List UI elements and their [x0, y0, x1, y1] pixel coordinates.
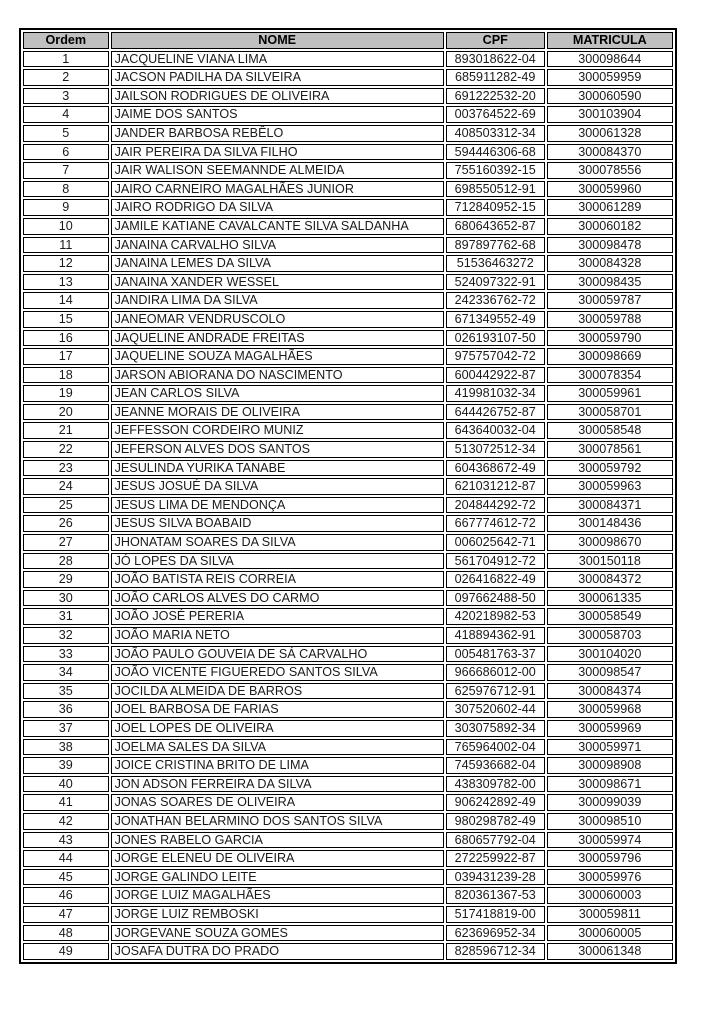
cell-matricula: 300098671 [547, 776, 673, 793]
table-row [23, 69, 673, 86]
cell-matricula: 300059811 [547, 906, 673, 923]
cell-matricula: 300058549 [547, 608, 673, 625]
cell-cpf: 006025642-71 [446, 534, 545, 551]
cell-nome: JESUS JOSUÉ DA SILVA [111, 478, 444, 495]
cell-cpf: 604368672-49 [446, 460, 545, 477]
cell-ordem: 31 [23, 608, 109, 625]
cell-cpf: 005481763-37 [446, 646, 545, 663]
cell-ordem: 33 [23, 646, 109, 663]
cell-cpf: 621031212-87 [446, 478, 545, 495]
cell-cpf: 893018622-04 [446, 51, 545, 68]
cell-ordem: 48 [23, 925, 109, 942]
cell-matricula: 300148436 [547, 515, 673, 532]
cell-cpf: 745936682-04 [446, 757, 545, 774]
cell-nome: JOEL BARBOSA DE FARIAS [111, 701, 444, 718]
table-row [23, 720, 673, 737]
table-row [23, 739, 673, 756]
cell-matricula: 300098478 [547, 237, 673, 254]
cell-ordem: 38 [23, 739, 109, 756]
cell-cpf: 755160392-15 [446, 162, 545, 179]
cell-ordem: 1 [23, 51, 109, 68]
cell-cpf: 897897762-68 [446, 237, 545, 254]
cell-ordem: 28 [23, 553, 109, 570]
table-row [23, 925, 673, 942]
cell-matricula: 300098644 [547, 51, 673, 68]
table-row [23, 422, 673, 439]
cell-ordem: 35 [23, 683, 109, 700]
cell-ordem: 13 [23, 274, 109, 291]
cell-cpf: 691222532-20 [446, 88, 545, 105]
table-row [23, 627, 673, 644]
cell-matricula: 300059974 [547, 832, 673, 849]
cell-matricula: 300078354 [547, 367, 673, 384]
cell-ordem: 47 [23, 906, 109, 923]
table-row [23, 664, 673, 681]
cell-ordem: 5 [23, 125, 109, 142]
table-row [23, 367, 673, 384]
cell-matricula: 300098670 [547, 534, 673, 551]
cell-nome: JOÃO MARIA NETO [111, 627, 444, 644]
cell-nome: JOCILDA ALMEIDA DE BARROS [111, 683, 444, 700]
cell-nome: JOÃO JOSÉ PERERIA [111, 608, 444, 625]
cell-ordem: 7 [23, 162, 109, 179]
cell-nome: JORGE GALINDO LEITE [111, 869, 444, 886]
cell-ordem: 44 [23, 850, 109, 867]
cell-cpf: 623696952-34 [446, 925, 545, 942]
cell-matricula: 300084328 [547, 255, 673, 272]
cell-nome: JANAINA LEMES DA SILVA [111, 255, 444, 272]
cell-nome: JEANNE MORAIS DE OLIVEIRA [111, 404, 444, 421]
table-header [23, 32, 673, 49]
cell-cpf: 625976712-91 [446, 683, 545, 700]
cell-cpf: 303075892-34 [446, 720, 545, 737]
cell-ordem: 30 [23, 590, 109, 607]
cell-ordem: 14 [23, 292, 109, 309]
cell-ordem: 46 [23, 887, 109, 904]
cell-nome: JEFERSON ALVES DOS SANTOS [111, 441, 444, 458]
table-row [23, 162, 673, 179]
cell-matricula: 300059788 [547, 311, 673, 328]
cell-ordem: 21 [23, 422, 109, 439]
table-row [23, 943, 673, 960]
cell-ordem: 27 [23, 534, 109, 551]
cell-ordem: 43 [23, 832, 109, 849]
cell-matricula: 300098510 [547, 813, 673, 830]
cell-ordem: 34 [23, 664, 109, 681]
cell-cpf: 097662488-50 [446, 590, 545, 607]
table-row [23, 218, 673, 235]
table-row [23, 794, 673, 811]
cell-cpf: 594446306-68 [446, 144, 545, 161]
cell-cpf: 966686012-00 [446, 664, 545, 681]
cell-nome: JAIR PEREIRA DA SILVA FILHO [111, 144, 444, 161]
cell-ordem: 3 [23, 88, 109, 105]
cell-ordem: 16 [23, 330, 109, 347]
table-row [23, 199, 673, 216]
cell-nome: JAMILE KATIANE CAVALCANTE SILVA SALDANHA [111, 218, 444, 235]
table-row [23, 701, 673, 718]
cell-matricula: 300059968 [547, 701, 673, 718]
cell-cpf: 712840952-15 [446, 199, 545, 216]
table-row [23, 850, 673, 867]
table-row [23, 88, 673, 105]
table-row [23, 776, 673, 793]
table-row [23, 125, 673, 142]
cell-cpf: 204844292-72 [446, 497, 545, 514]
table-row [23, 869, 673, 886]
cell-cpf: 51536463272 [446, 255, 545, 272]
table-row [23, 274, 673, 291]
table-row [23, 255, 673, 272]
table-row [23, 478, 673, 495]
cell-nome: JANDER BARBOSA REBÊLO [111, 125, 444, 142]
cell-ordem: 2 [23, 69, 109, 86]
table-row [23, 292, 673, 309]
cell-cpf: 242336762-72 [446, 292, 545, 309]
cell-matricula: 300061348 [547, 943, 673, 960]
table-row [23, 646, 673, 663]
cell-matricula: 300104020 [547, 646, 673, 663]
table-row [23, 348, 673, 365]
cell-nome: JOSAFA DUTRA DO PRADO [111, 943, 444, 960]
cell-ordem: 49 [23, 943, 109, 960]
cell-cpf: 643640032-04 [446, 422, 545, 439]
cell-nome: JHONATAM SOARES DA SILVA [111, 534, 444, 551]
cell-nome: JORGE LUIZ REMBOSKI [111, 906, 444, 923]
table-row [23, 553, 673, 570]
cell-cpf: 680643652-87 [446, 218, 545, 235]
table-row [23, 571, 673, 588]
cell-matricula: 300059976 [547, 869, 673, 886]
cell-nome: JAILSON RODRIGUES DE OLIVEIRA [111, 88, 444, 105]
cell-nome: JACQUELINE VIANA LIMA [111, 51, 444, 68]
table-row [23, 515, 673, 532]
cell-ordem: 45 [23, 869, 109, 886]
cell-ordem: 11 [23, 237, 109, 254]
cell-matricula: 300059796 [547, 850, 673, 867]
cell-cpf: 685911282-49 [446, 69, 545, 86]
table-row [23, 144, 673, 161]
cell-nome: JONES RABELO GARCIA [111, 832, 444, 849]
cell-cpf: 438309782-00 [446, 776, 545, 793]
cell-ordem: 18 [23, 367, 109, 384]
cell-cpf: 820361367-53 [446, 887, 545, 904]
cell-cpf: 307520602-44 [446, 701, 545, 718]
table-row [23, 497, 673, 514]
cell-matricula: 300098435 [547, 274, 673, 291]
cell-ordem: 22 [23, 441, 109, 458]
cell-cpf: 600442922-87 [446, 367, 545, 384]
table-body [23, 51, 673, 960]
employee-roster-table [19, 28, 677, 964]
cell-nome: JAIR WALISON SEEMANNDE ALMEIDA [111, 162, 444, 179]
table-row [23, 590, 673, 607]
cell-nome: JORGE ELENEU DE OLIVEIRA [111, 850, 444, 867]
cell-ordem: 19 [23, 385, 109, 402]
header-row [23, 32, 673, 49]
cell-matricula: 300059959 [547, 69, 673, 86]
cell-ordem: 37 [23, 720, 109, 737]
cell-ordem: 25 [23, 497, 109, 514]
table-row [23, 181, 673, 198]
cell-ordem: 12 [23, 255, 109, 272]
cell-nome: JAIRO RODRIGO DA SILVA [111, 199, 444, 216]
table-row [23, 385, 673, 402]
cell-cpf: 420218982-53 [446, 608, 545, 625]
cell-ordem: 15 [23, 311, 109, 328]
cell-nome: JOICE CRISTINA BRITO DE LIMA [111, 757, 444, 774]
cell-cpf: 003764522-69 [446, 106, 545, 123]
cell-matricula: 300098908 [547, 757, 673, 774]
cell-matricula: 300061289 [547, 199, 673, 216]
cell-nome: JON ADSON FERREIRA DA SILVA [111, 776, 444, 793]
cell-nome: JORGEVANE SOUZA GOMES [111, 925, 444, 942]
cell-matricula: 300098547 [547, 664, 673, 681]
table-row [23, 460, 673, 477]
cell-ordem: 4 [23, 106, 109, 123]
cell-nome: JOELMA SALES DA SILVA [111, 739, 444, 756]
cell-matricula: 300059963 [547, 478, 673, 495]
cell-cpf: 039431239-28 [446, 869, 545, 886]
cell-cpf: 906242892-49 [446, 794, 545, 811]
cell-matricula: 300084372 [547, 571, 673, 588]
cell-nome: JAIRO CARNEIRO MAGALHÃES JUNIOR [111, 181, 444, 198]
cell-matricula: 300059971 [547, 739, 673, 756]
table-row [23, 813, 673, 830]
table-row [23, 404, 673, 421]
cell-nome: JONATHAN BELARMINO DOS SANTOS SILVA [111, 813, 444, 830]
table-row [23, 51, 673, 68]
cell-nome: JOÃO PAULO GOUVEIA DE SÁ CARVALHO [111, 646, 444, 663]
cell-ordem: 32 [23, 627, 109, 644]
cell-ordem: 39 [23, 757, 109, 774]
cell-cpf: 644426752-87 [446, 404, 545, 421]
cell-ordem: 8 [23, 181, 109, 198]
cell-cpf: 517418819-00 [446, 906, 545, 923]
cell-ordem: 42 [23, 813, 109, 830]
cell-nome: JONAS SOARES DE OLIVEIRA [111, 794, 444, 811]
cell-matricula: 300059792 [547, 460, 673, 477]
cell-cpf: 561704912-72 [446, 553, 545, 570]
table-row [23, 330, 673, 347]
table-row [23, 906, 673, 923]
cell-nome: JORGE LUIZ MAGALHÃES [111, 887, 444, 904]
cell-matricula: 300084374 [547, 683, 673, 700]
column-header-matricula: MATRICULA [547, 32, 673, 49]
cell-cpf: 419981032-34 [446, 385, 545, 402]
cell-matricula: 300060005 [547, 925, 673, 942]
cell-ordem: 10 [23, 218, 109, 235]
cell-ordem: 26 [23, 515, 109, 532]
cell-matricula: 300059790 [547, 330, 673, 347]
cell-ordem: 29 [23, 571, 109, 588]
cell-cpf: 680657792-04 [446, 832, 545, 849]
cell-nome: JACSON PADILHA DA SILVEIRA [111, 69, 444, 86]
cell-nome: JEAN CARLOS SILVA [111, 385, 444, 402]
cell-nome: JANDIRA LIMA DA SILVA [111, 292, 444, 309]
cell-nome: JOÃO BATISTA REIS CORREIA [111, 571, 444, 588]
cell-matricula: 300084370 [547, 144, 673, 161]
table-row [23, 832, 673, 849]
cell-cpf: 828596712-34 [446, 943, 545, 960]
column-header-nome: NOME [111, 32, 444, 49]
cell-nome: JESUS LIMA DE MENDONÇA [111, 497, 444, 514]
cell-nome: JOÃO VICENTE FIGUEREDO SANTOS SILVA [111, 664, 444, 681]
cell-matricula: 300098669 [547, 348, 673, 365]
cell-matricula: 300150118 [547, 553, 673, 570]
cell-cpf: 698550512-91 [446, 181, 545, 198]
cell-matricula: 300059960 [547, 181, 673, 198]
column-header-ordem: Ordem [23, 32, 109, 49]
table-row [23, 534, 673, 551]
cell-nome: JAIME DOS SANTOS [111, 106, 444, 123]
cell-matricula: 300059961 [547, 385, 673, 402]
cell-nome: JAQUELINE ANDRADE FREITAS [111, 330, 444, 347]
cell-ordem: 20 [23, 404, 109, 421]
cell-nome: JÓ LOPES DA SILVA [111, 553, 444, 570]
cell-matricula: 300103904 [547, 106, 673, 123]
cell-cpf: 026193107-50 [446, 330, 545, 347]
table-row [23, 311, 673, 328]
table-row [23, 887, 673, 904]
cell-cpf: 272259922-87 [446, 850, 545, 867]
cell-nome: JANAINA XANDER WESSEL [111, 274, 444, 291]
cell-cpf: 408503312-34 [446, 125, 545, 142]
cell-nome: JOÃO CARLOS ALVES DO CARMO [111, 590, 444, 607]
cell-cpf: 975757042-72 [446, 348, 545, 365]
cell-nome: JARSON ABIORANA DO NASCIMENTO [111, 367, 444, 384]
cell-ordem: 40 [23, 776, 109, 793]
cell-nome: JANEOMAR VENDRUSCOLO [111, 311, 444, 328]
table-row [23, 757, 673, 774]
cell-matricula: 300084371 [547, 497, 673, 514]
cell-ordem: 6 [23, 144, 109, 161]
cell-cpf: 418894362-91 [446, 627, 545, 644]
cell-ordem: 9 [23, 199, 109, 216]
cell-ordem: 36 [23, 701, 109, 718]
cell-matricula: 300061335 [547, 590, 673, 607]
cell-ordem: 23 [23, 460, 109, 477]
table-row [23, 106, 673, 123]
cell-nome: JESUS SILVA BOABAID [111, 515, 444, 532]
column-header-cpf: CPF [446, 32, 545, 49]
cell-cpf: 980298782-49 [446, 813, 545, 830]
table-row [23, 683, 673, 700]
cell-ordem: 17 [23, 348, 109, 365]
cell-matricula: 300060590 [547, 88, 673, 105]
cell-matricula: 300078556 [547, 162, 673, 179]
cell-matricula: 300099039 [547, 794, 673, 811]
cell-matricula: 300058701 [547, 404, 673, 421]
cell-nome: JAQUELINE SOUZA MAGALHÃES [111, 348, 444, 365]
cell-cpf: 524097322-91 [446, 274, 545, 291]
cell-ordem: 41 [23, 794, 109, 811]
cell-nome: JESULINDA YURIKA TANABE [111, 460, 444, 477]
cell-matricula: 300058548 [547, 422, 673, 439]
cell-cpf: 026416822-49 [446, 571, 545, 588]
table-row [23, 441, 673, 458]
cell-nome: JANAINA CARVALHO SILVA [111, 237, 444, 254]
cell-matricula: 300058703 [547, 627, 673, 644]
cell-nome: JEFFESSON CORDEIRO MUNIZ [111, 422, 444, 439]
cell-cpf: 765964002-04 [446, 739, 545, 756]
cell-nome: JOEL LOPES DE OLIVEIRA [111, 720, 444, 737]
cell-matricula: 300078561 [547, 441, 673, 458]
cell-cpf: 667774612-72 [446, 515, 545, 532]
cell-matricula: 300060182 [547, 218, 673, 235]
cell-cpf: 513072512-34 [446, 441, 545, 458]
cell-ordem: 24 [23, 478, 109, 495]
cell-matricula: 300061328 [547, 125, 673, 142]
cell-cpf: 671349552-49 [446, 311, 545, 328]
table-row [23, 237, 673, 254]
cell-matricula: 300059787 [547, 292, 673, 309]
cell-matricula: 300060003 [547, 887, 673, 904]
table-row [23, 608, 673, 625]
cell-matricula: 300059969 [547, 720, 673, 737]
